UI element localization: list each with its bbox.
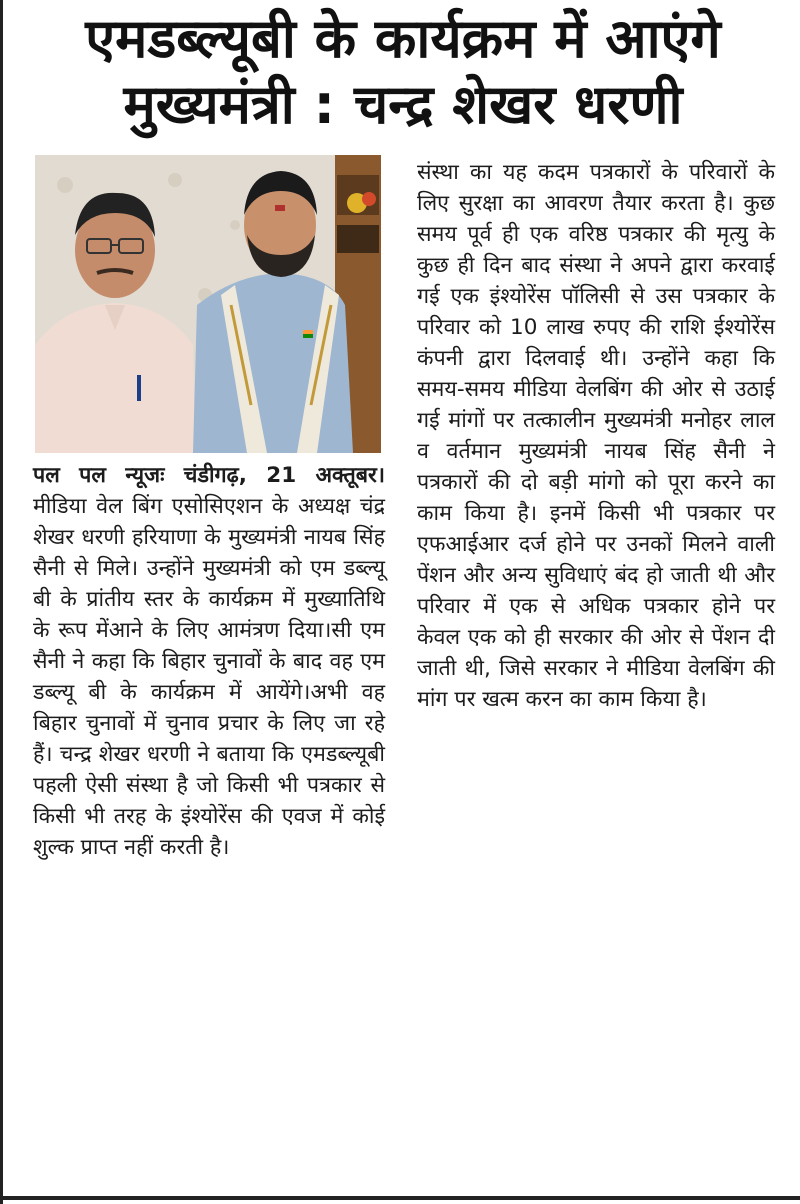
dateline: पल पल न्यूजः चंडीगढ़, 21 अक्तूबर। bbox=[33, 463, 385, 488]
left-column bbox=[33, 460, 385, 863]
headline bbox=[13, 6, 793, 138]
right-column bbox=[417, 157, 775, 715]
news-photo bbox=[35, 155, 381, 453]
headline-line-2: मुख्यमंत्री : चन्द्र शेखर धरणी bbox=[123, 73, 683, 136]
bottom-border bbox=[3, 1196, 800, 1200]
left-column-body: मीडिया वेल बिंग एसोसिएशन के अध्यक्ष चंद्र शेखर धरणी हरियाणा के मुख्यमंत्री नायब सिंह सैनी से मिले। उन्होंने मुख्यमंत्री को एम डब्ल्यू बी के प्रांतीय स्तर के कार्यक्रम में मुख्यातिथि के रूप मेंआने के लिए आमंत्रण दिया।सी एम सैनी ने कहा कि बिहार चुनावों के बाद वह एम डब्ल्यू बी के कार्यक्रम में आयेंगे।अभी वह बिहार चुनावों में चुनाव प्रचार के लिए जा रहे हैं। चन्द्र शेखर धरणी ने बताया कि एमडब्ल्यूबी पहली ऐसी संस्था है जो किसी भी पत्रकार से किसी भी तरह के इंश्योरेंस की एवज में कोई शुल्क प्राप्त नहीं करती है। bbox=[33, 494, 385, 860]
right-column-body: संस्था का यह कदम पत्रकारों के परिवारों के लिए सुरक्षा का आवरण तैयार करता है। कुछ समय पूर्व ही एक वरिष्ठ पत्रकार की मृत्यु के कुछ ही दिन बाद संस्था ने अपने द्वारा करवाई गई एक इंश्योरेंस पॉलिसी से उस पत्रकार के परिवार को 10 लाख रुपए की राशि ईश्योरेंस कंपनी द्वारा दिलवाई थी। उन्होंने कहा कि समय-समय मीडिया वेलबिंग की ओर से उठाई गई मांगों पर तत्कालीन मुख्यमंत्री मनोहर लाल व वर्तमान मुख्यमंत्री नायब सिंह सैनी ने पत्रकारों की दो बड़ी मांगो को पूरा करने का काम किया है। इनमें किसी भी पत्रकार पर एफआईआर दर्ज होने पर उनकों मिलने वाली पेंशन और अन्य सुविधाएं बंद हो जाती थी और परिवार में एक से अधिक पत्रकार होने पर केवल एक को ही सरकार की ओर से पेंशन दी जाती थी, जिसे सरकार ने मीडिया वेलबिंग की मांग पर खत्म करन का काम किया है। bbox=[417, 160, 775, 712]
photo-illustration bbox=[35, 155, 381, 453]
headline-line-1: एमडब्ल्यूबी के कार्यक्रम में आएंगे bbox=[85, 7, 721, 70]
